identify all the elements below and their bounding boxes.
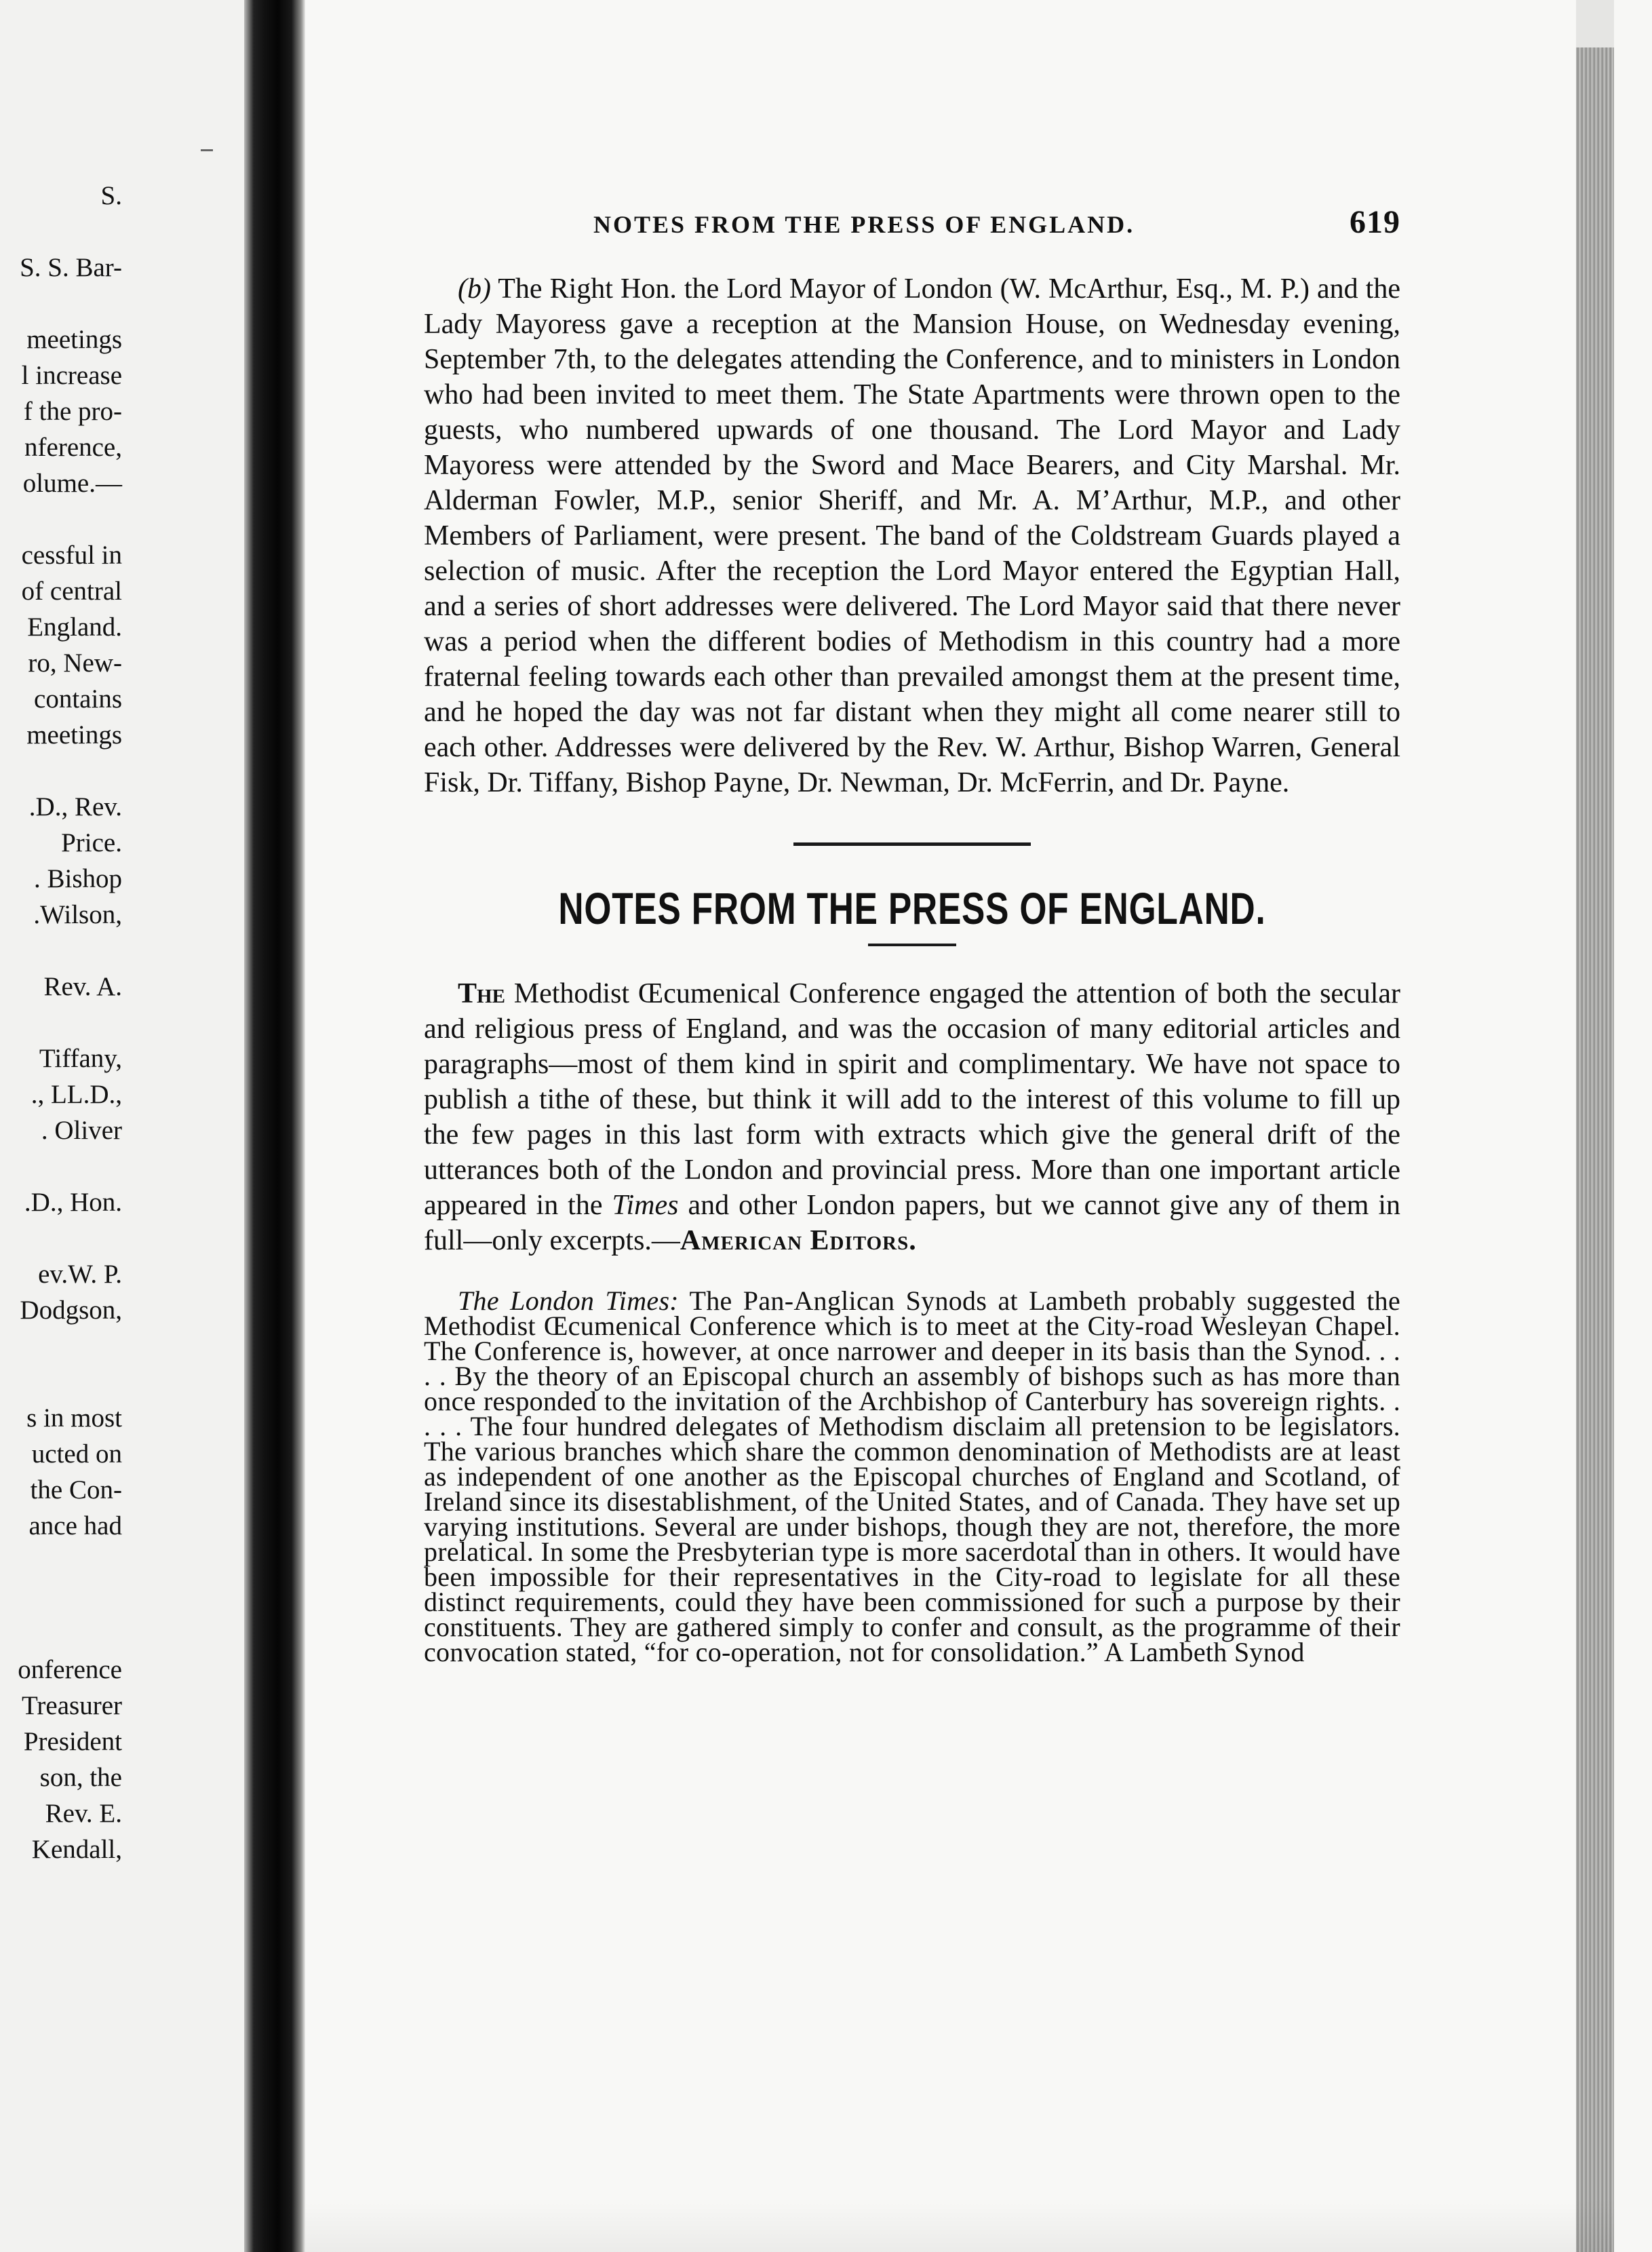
intro-lead-word: The <box>458 978 505 1009</box>
left-page-blank-line <box>0 1580 122 1616</box>
left-page-line: ev.W. P. <box>38 1260 122 1289</box>
page-number: 619 <box>1350 204 1400 240</box>
left-page-line: Dodgson, <box>20 1296 122 1325</box>
section-divider-rule <box>793 842 1031 846</box>
extract-text: The Pan-Anglican Synods at Lambeth probably suggested the Methodist Œcumenical Conference which is to meet at the City-road Wesleyan Chapel. The Conference is, however, at once narrower and deeper in its basis than the Synod. . . . . By the theory of an Episcopal church an assembly of bishops such as has more than once responded to the invitation of the Archbishop of Canterbury has sovereign rights. . . . . The four hundred delegates of Methodism disclaim all pretension to be legislators. The various branches which share the common denomination of Methodists are at least as independent of one another as the Episcopal churches of England and Scotland, of Ireland since its disestablishment, of the United States, and of Canada. They have set up varying institutions. Several are under bishops, though they are not, therefore, the more prelatical. In some the Presbyterian type is more sacerdotal than in others. It would have been impossible for their representatives in the City-road to legislate for all these distinct requirements, could they have been commissioned for such a purpose by their constituents. They are gathered simply to confer and consult, as the programme of their convocation stated, “for co-operation, not for consolidation.” A Lambeth Synod <box>424 1285 1401 1667</box>
bottom-shadow <box>305 2198 1614 2252</box>
left-page-line: S. S. Bar- <box>20 253 122 282</box>
left-page-line: contains <box>34 684 122 714</box>
margin-mark <box>201 149 213 151</box>
left-facing-page <box>0 0 244 2252</box>
left-page-line: . Bishop <box>33 864 122 893</box>
left-page-line: President <box>23 1727 122 1756</box>
divider-line <box>793 842 1031 846</box>
left-page-line: ro, New- <box>28 648 122 678</box>
left-page-line: nference, <box>24 433 122 462</box>
left-page-blank-line <box>0 214 122 250</box>
right-page <box>305 0 1614 2252</box>
left-page-line: ., LL.D., <box>31 1080 122 1109</box>
left-page-line: the Con- <box>30 1475 122 1504</box>
extract-source-label: The London Times: <box>458 1285 679 1316</box>
left-page-line: Price. <box>61 828 122 857</box>
title-underline-rule <box>868 944 956 946</box>
left-page-line: l increase <box>21 361 122 390</box>
london-times-extract <box>424 1285 1401 1667</box>
left-page-line: s in most <box>26 1403 122 1433</box>
left-page-line: son, the <box>39 1763 122 1792</box>
left-page-blank-line <box>0 1220 122 1256</box>
intro-text-2: and other London papers, but we cannot give any of them in full—only excerpts.— <box>424 1190 1400 1256</box>
left-page-line: ucted on <box>31 1439 122 1469</box>
left-page-line: cessful in <box>21 541 122 570</box>
running-head-title: NOTES FROM THE PRESS OF ENGLAND. <box>593 211 1135 238</box>
left-page-line: meetings <box>26 325 122 354</box>
left-page-line: England. <box>27 613 122 642</box>
running-head <box>424 203 1400 251</box>
left-page-text-fragments <box>0 178 122 1867</box>
left-page-line: Kendall, <box>31 1835 122 1864</box>
book-gutter-shadow <box>244 0 305 2252</box>
left-page-line: .Wilson, <box>33 900 122 929</box>
left-page-blank-line <box>0 933 122 969</box>
left-page-blank-line <box>0 1364 122 1400</box>
editors-signature: American Editors. <box>680 1225 917 1256</box>
page-edges-top <box>1576 0 1614 47</box>
left-page-blank-line <box>0 1544 122 1580</box>
left-page-line: olume.— <box>22 469 122 498</box>
left-page-line: Rev. E. <box>45 1799 122 1828</box>
left-page-line: onference <box>18 1655 122 1684</box>
paragraph-b-text: The Right Hon. the Lord Mayor of London (W. McArthur, Esq., M. P.) and the Lady Mayoress gave a reception at the Mansion House, on Wednesday evening, September 7th, to the delegates attending the Conference, and to ministers in London who had been invited to meet them. The State Apartments were thrown open to the guests, who numbered upwards of one thousand. The Lord Mayor and Lady Mayoress were attended by the Sword and Mace Bearers, and City Marshal. Mr. Alderman Fowler, M.P., senior Sheriff, and Mr. A. M’Arthur, M.P., and other Members of Parliament, were present. The band of the Coldstream Guards played a selection of music. After the reception the Lord Mayor entered the Egyptian Hall, and a series of short addresses were delivered. The Lord Mayor said that there never was a period when the different bodies of Methodism in this country had a more fraternal feeling towards each other than prevailed amongst them at the present time, and he hoped the day was not far distant when they might all come nearer still to each other. Addresses were delivered by the Rev. W. Arthur, Bishop Warren, General Fisk, Dr. Tiffany, Bishop Payne, Dr. Newman, Dr. McFerrin, and Dr. Payne. <box>424 273 1400 798</box>
left-page-line: Rev. A. <box>43 972 122 1001</box>
left-page-line: ance had <box>28 1511 122 1540</box>
page-edges <box>1576 0 1614 2252</box>
left-page-line: of central <box>21 577 122 606</box>
left-page-blank-line <box>0 753 122 789</box>
left-page-blank-line <box>0 1328 122 1364</box>
left-page-line: .D., Rev. <box>28 792 122 821</box>
left-page-blank-line <box>0 1005 122 1041</box>
page-content <box>424 203 1400 1692</box>
left-page-line: S. <box>100 181 122 210</box>
times-word: Times <box>612 1190 679 1221</box>
paragraph-b <box>424 271 1400 800</box>
left-page-line: Tiffany, <box>39 1044 122 1073</box>
left-page-line: Treasurer <box>21 1691 122 1720</box>
left-page-line: f the pro- <box>23 397 122 426</box>
left-page-line: . Oliver <box>41 1116 122 1145</box>
intro-paragraph <box>424 976 1400 1258</box>
left-page-blank-line <box>0 286 122 322</box>
left-page-line: meetings <box>26 720 122 750</box>
intro-text-1: Methodist Œcumenical Conference engaged the attention of both the secular and religious press of England, and was the occasion of many editorial articles and paragraphs—most of them kind in spirit and complimentary. We have not space to publish a tithe of these, but think it will add to the interest of this volume to fill up the few pages in this last form with extracts which give the general drift of the utterances both of the London and provincial press. More than one important article appeared in the <box>424 978 1400 1221</box>
left-page-blank-line <box>0 501 122 537</box>
section-title: NOTES FROM THE PRESS OF ENGLAND. <box>558 883 1266 933</box>
left-page-blank-line <box>0 1148 122 1184</box>
paragraph-b-label: (b) <box>458 273 491 305</box>
left-page-line: .D., Hon. <box>24 1188 122 1217</box>
left-page-blank-line <box>0 1616 122 1652</box>
